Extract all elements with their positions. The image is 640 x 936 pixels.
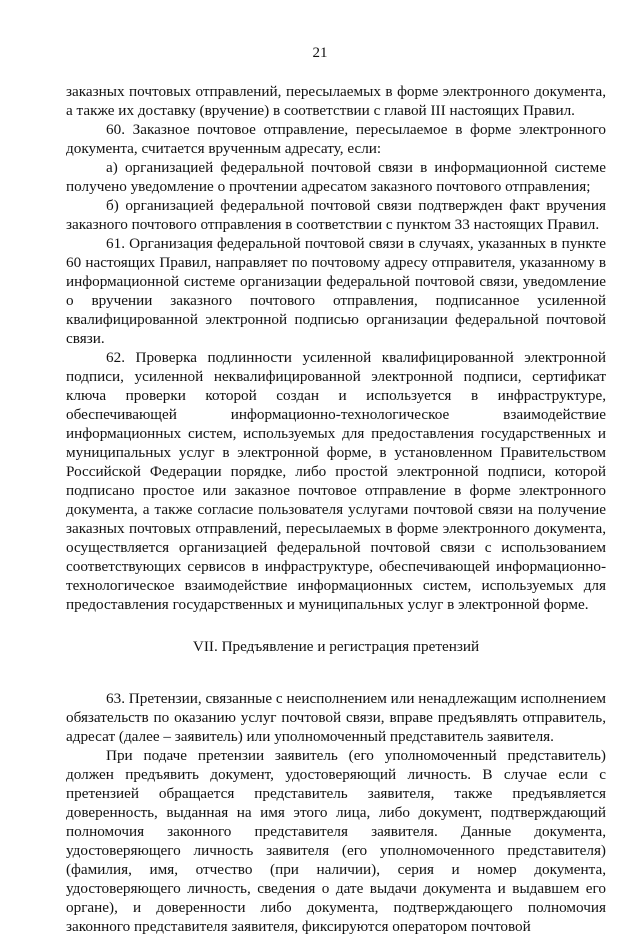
paragraph-63: 63. Претензии, связанные с неисполнением или ненадлежащим исполнением обязательств по оказанию услуг почтовой связи, вправе предъявлять отправитель, адресат (далее – заявитель) или уполномоченный представитель заявителя. xyxy=(66,690,606,745)
section-heading: VII. Предъявление и регистрация претензий xyxy=(192,638,480,655)
paragraph-62: 62. Проверка подлинности усиленной квалифицированной электронной подписи, усиленной неквалифицированной электронной подписи, сертификат ключа проверки которой создан и используется в инфраструктуре, обеспечивающей информационно-технологическое взаимодействие информационных систем, используемых для предоставления государственных и муниципальных услуг в электронной форме, в установленном Правительством Российской Федерации порядке, либо простой электронной подписи, которой подписано простое или заказное почтовое отправление в форме электронного документа, а также согласие пользователя услугами почтовой связи на получение заказных почтовых отправлений, пересылаемых в форме электронного документа, осуществляется организацией федеральной почтовой связи с использованием соответствующих сервисов в инфраструктуре, обеспечивающей информационно-технологическое взаимодействие информационных систем, используемых для предоставления государственных и муниципальных услуг в электронной форме. xyxy=(66,349,606,613)
paragraph-60: 60. Заказное почтовое отправление, пересылаемое в форме электронного документа, считается врученным адресату, если: xyxy=(66,121,606,157)
paragraph-63-claim-submission: При подаче претензии заявитель (его уполномоченный представитель) должен предъявить документ, удостоверяющий личность. В случае если с претензией обращается представитель заявителя, также предъявляется доверенность, выданная на имя этого лица, либо документ, подтверждающий полномочия законного представителя заявителя. Данные документа, удостоверяющего личность заявителя (его уполномоченного представителя) (фамилия, имя, отчество (при наличии), серия и номер документа, удостоверяющего личность, сведения о дате выдачи документа и выдавшем его органе), и доверенности либо документа, подтверждающего полномочия законного представителя заявителя, фиксируются оператором почтовой xyxy=(66,747,606,935)
page-number: 21 xyxy=(312,45,328,61)
paragraph-61: 61. Организация федеральной почтовой связи в случаях, указанных в пункте 60 настоящих Правил, направляет по почтовому адресу отправителя, указанному в информационной системе организации федеральной почтовой связи, уведомление о вручении заказного почтового отправления, подписанное усиленной квалифицированной электронной подписью организации федеральной почтовой связи. xyxy=(66,235,606,347)
document-body xyxy=(66,82,606,936)
paragraph-60-b: б) организацией федеральной почтовой связи подтвержден факт вручения заказного почтового отправления в соответствии с пунктом 33 настоящих Правил. xyxy=(66,197,606,233)
paragraph-60-a: а) организацией федеральной почтовой связи в информационной системе получено уведомление о прочтении адресатом заказного почтового отправления; xyxy=(66,159,606,195)
paragraph-continuation: заказных почтовых отправлений, пересылаемых в форме электронного документа, а также их доставку (вручение) в соответствии с главой III настоящих Правил. xyxy=(66,83,606,119)
